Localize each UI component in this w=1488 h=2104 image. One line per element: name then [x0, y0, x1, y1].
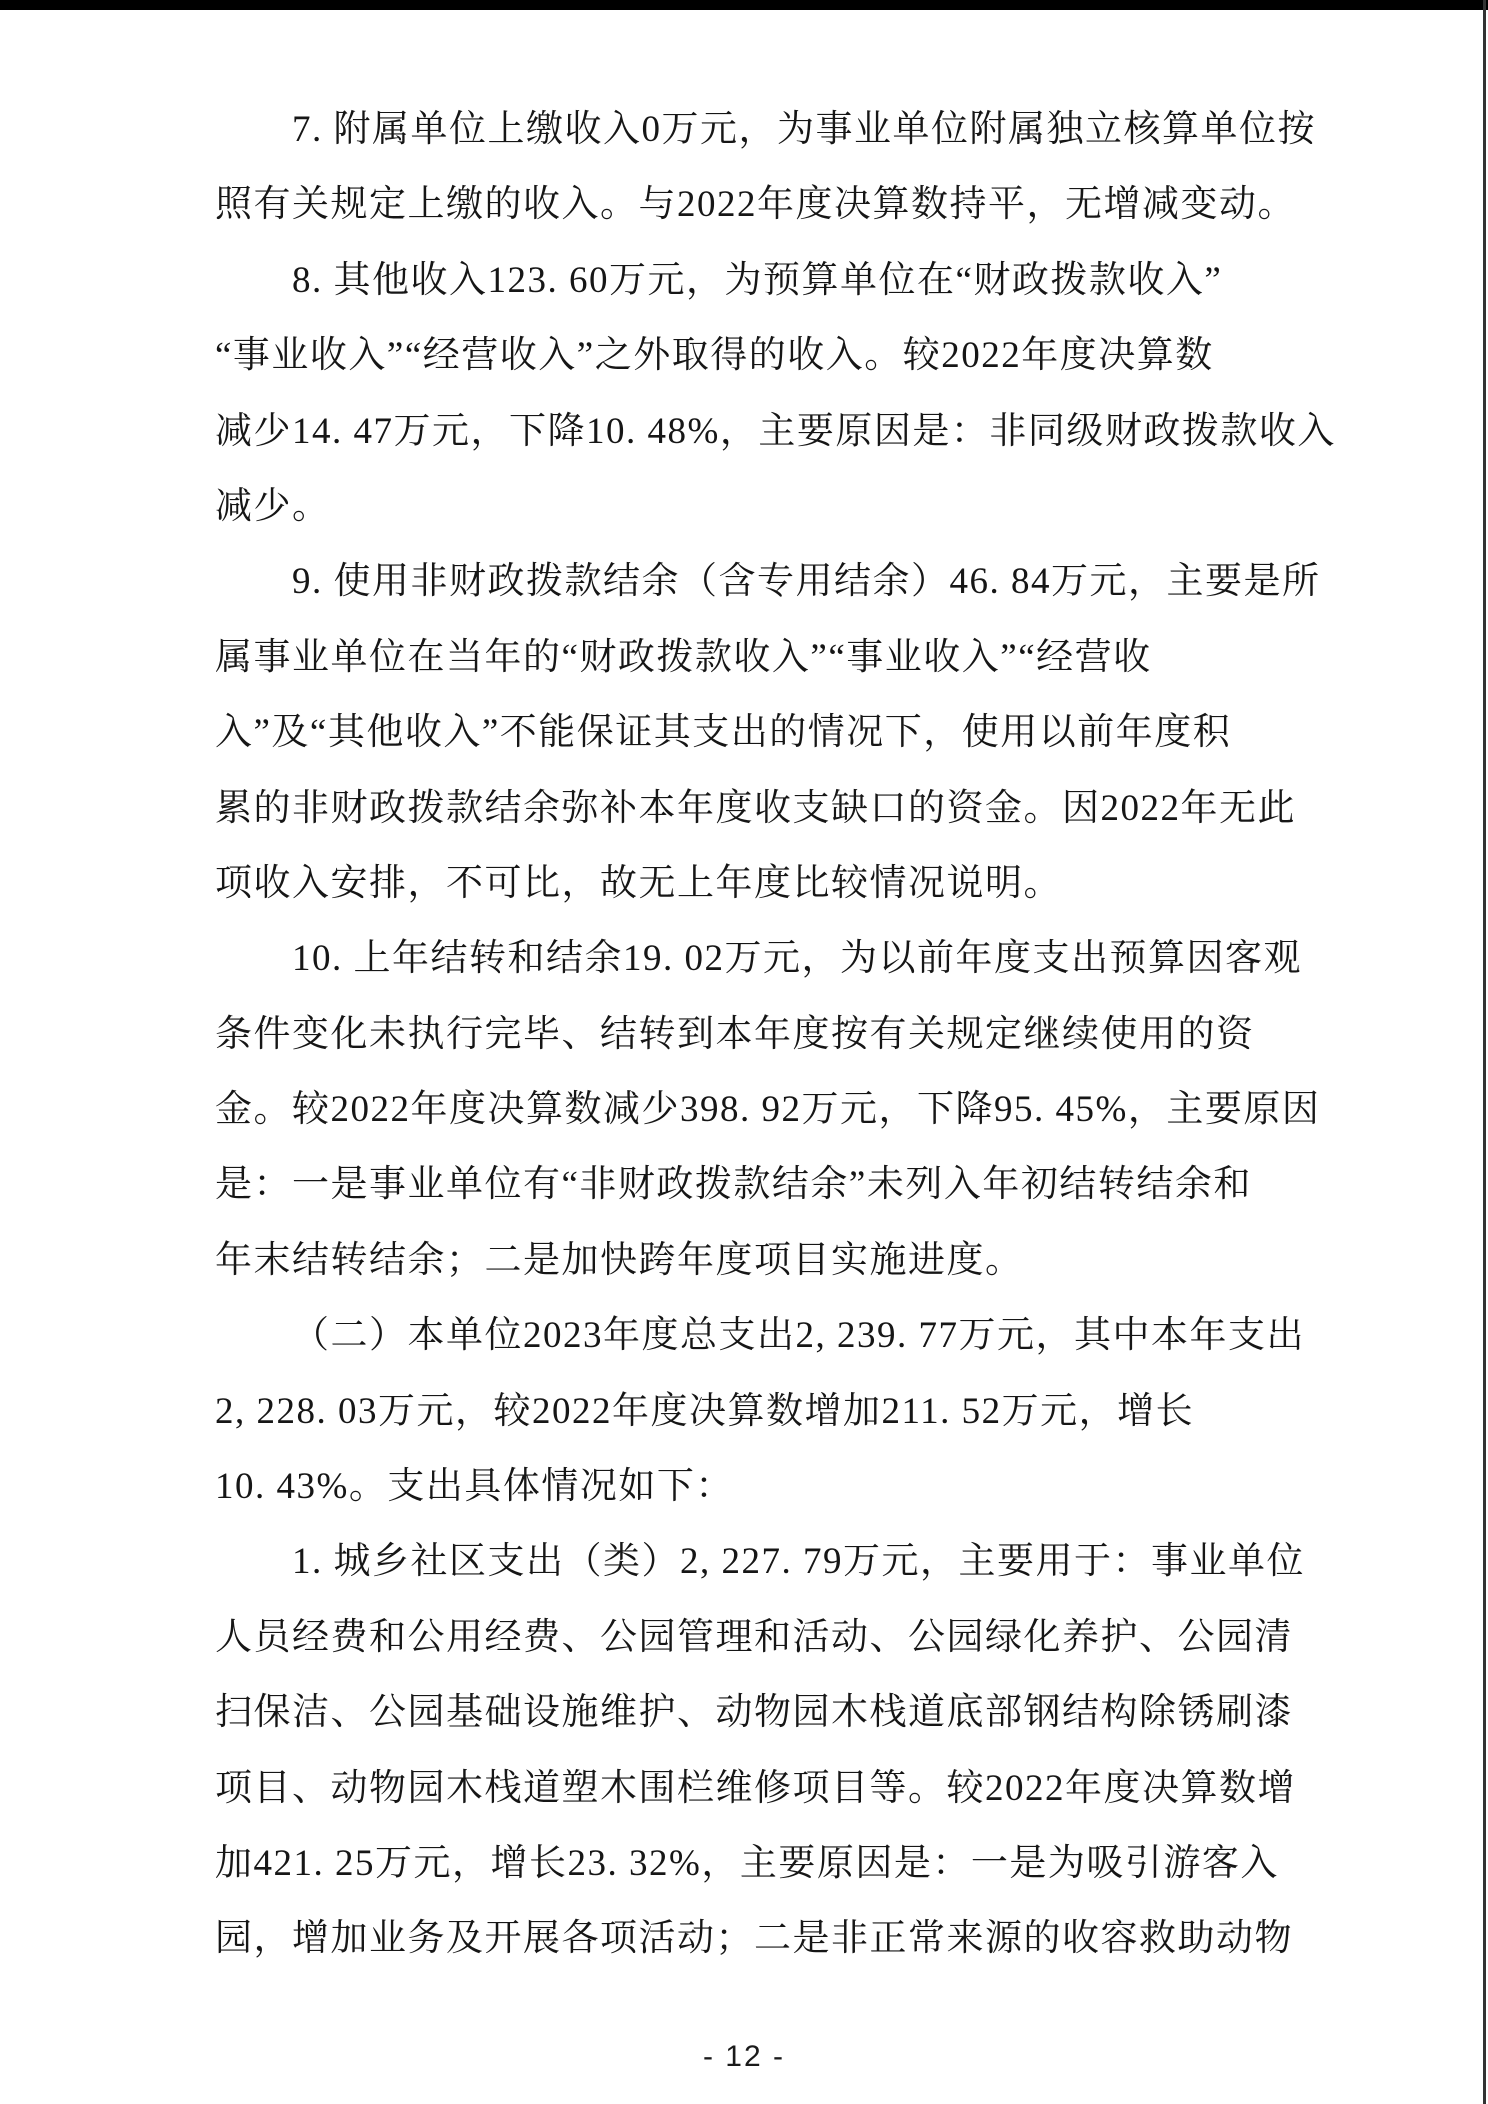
- text-line: 加421. 25万元，增长23. 32%，主要原因是：一是为吸引游客入: [215, 1842, 1279, 1884]
- text-line: 项收入安排，不可比，故无上年度比较情况说明。: [215, 862, 1062, 904]
- text-line: 10. 上年结转和结余19. 02万元，为以前年度支出预算因客观: [292, 938, 1302, 980]
- text-line: 人员经费和公用经费、公园管理和活动、公园绿化养护、公园清: [215, 1616, 1293, 1658]
- text-line: 减少。: [215, 485, 331, 527]
- text-line: 入”及“其他收入”不能保证其支出的情况下，使用以前年度积: [215, 712, 1232, 754]
- text-line: 属事业单位在当年的“财政拨款收入”“事业收入”“经营收: [215, 636, 1152, 678]
- page-number: - 12 -: [702, 2040, 786, 2073]
- text-line: “事业收入”“经营收入”之外取得的收入。较2022年度决算数: [215, 335, 1214, 377]
- text-line: 8. 其他收入123. 60万元，为预算单位在“财政拨款收入”: [292, 259, 1223, 301]
- text-line: 园，增加业务及开展各项活动；二是非正常来源的收容救助动物: [215, 1918, 1293, 1960]
- text-line: 扫保洁、公园基础设施维护、动物园木栈道底部钢结构除锈刷漆: [215, 1692, 1293, 1734]
- text-line: 减少14. 47万元，下降10. 48%，主要原因是：非同级财政拨款收入: [215, 410, 1336, 452]
- text-line: 照有关规定上缴的收入。与2022年度决算数持平，无增减变动。: [215, 184, 1296, 226]
- text-line: 7. 附属单位上缴收入0万元，为事业单位附属独立核算单位按: [292, 109, 1316, 150]
- text-line: 9. 使用非财政拨款结余（含专用结余）46. 84万元，主要是所: [292, 561, 1321, 603]
- text-line: 项目、动物园木栈道塑木围栏维修项目等。较2022年度决算数增: [215, 1767, 1296, 1809]
- text-line: 是：一是事业单位有“非财政拨款结余”未列入年初结转结余和: [215, 1164, 1252, 1206]
- text-line: （二）本单位2023年度总支出2, 239. 77万元，其中本年支出: [292, 1315, 1305, 1357]
- text-line: 金。较2022年度决算数减少398. 92万元，下降95. 45%，主要原因: [215, 1089, 1321, 1131]
- text-line: 10. 43%。支出具体情况如下：: [215, 1466, 734, 1508]
- scan-edge-top: [0, 0, 1488, 10]
- text-line: 年末结转结余；二是加快跨年度项目实施进度。: [215, 1239, 1024, 1281]
- text-line: 条件变化未执行完毕、结转到本年度按有关规定继续使用的资: [215, 1013, 1255, 1055]
- document-body: [215, 92, 1395, 1977]
- text-line: 累的非财政拨款结余弥补本年度收支缺口的资金。因2022年无此: [215, 787, 1296, 829]
- text-line: 1. 城乡社区支出（类）2, 227. 79万元，主要用于：事业单位: [292, 1541, 1305, 1583]
- text-line: 2, 228. 03万元，较2022年度决算数增加211. 52万元，增长: [215, 1390, 1195, 1432]
- scan-edge-right: [1483, 0, 1486, 2104]
